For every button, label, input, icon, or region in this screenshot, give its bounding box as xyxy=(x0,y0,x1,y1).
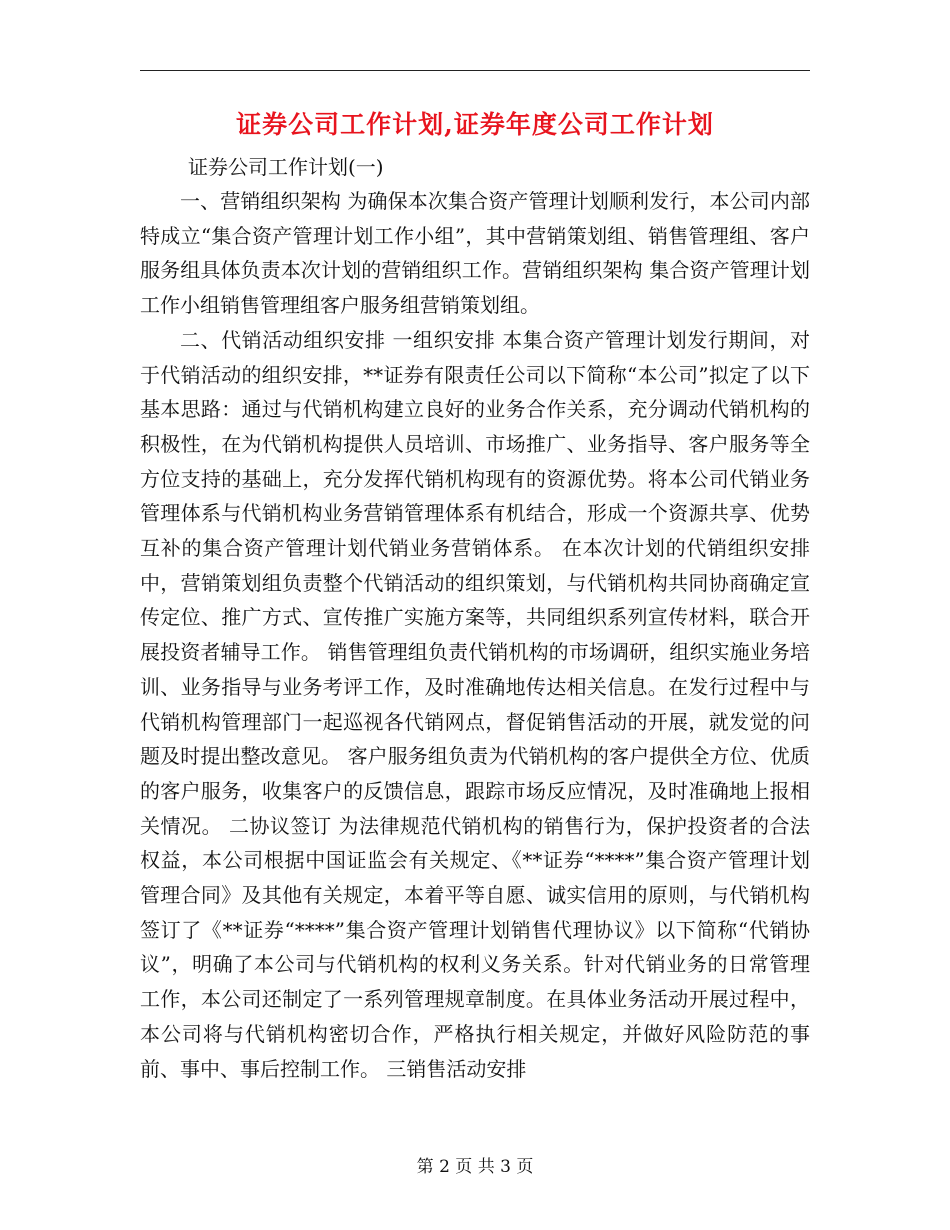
page-number-footer: 第 2 页 共 3 页 xyxy=(416,1157,534,1177)
document-body xyxy=(140,184,810,1086)
paragraph-2: 二、代销活动组织安排 一组织安排 本集合资产管理计划发行期间，对于代销活动的组织安排，**证券有限责任公司以下简称“本公司”拟定了以下基本思路：通过与代销机构建立良好的业务合作关系，充分调动代销机构的积极性，在为代销机构提供人员培训、市场推广、业务指导、客户服务等全方位支持的基础上，充分发挥代销机构现有的资源优势。将本公司代销业务管理体系与代销机构业务营销管理体系有机结合，形成一个资源共享、优势互补的集合资产管理计划代销业务营销体系。 在本次计划的代销组织安排中，营销策划组负责整个代销活动的组织策划，与代销机构共同协商确定宣传定位、推广方式、宣传推广实施方案等，共同组织系列宣传材料，联合开展投资者辅导工作。 销售管理组负责代销机构的市场调研，组织实施业务培训、业务指导与业务考评工作，及时准确地传达相关信息。在发行过程中与代销机构管理部门一起巡视各代销网点，督促销售活动的开展，就发觉的问题及时提出整改意见。 客户服务组负责为代销机构的客户提供全方位、优质的客户服务，收集客户的反馈信息，跟踪市场反应情况，及时准确地上报相关情况。 二协议签订 为法律规范代销机构的销售行为，保护投资者的合法权益，本公司根据中国证监会有关规定、《**证券“****”集合资产管理计划管理合同》及其他有关规定，本着平等自愿、诚实信用的原则，与代销机构签订了《**证券“****”集合资产管理计划销售代理协议》以下简称“代销协议”，明确了本公司与代销机构的权利义务关系。针对代销业务的日常管理工作，本公司还制定了一系列管理规章制度。在具体业务活动开展过程中，本公司将与代销机构密切合作，严格执行相关规定，并做好风险防范的事前、事中、事后控制工作。 三销售活动安排 xyxy=(140,327,810,1081)
document-title: 证券公司工作计划,证券年度公司工作计划 xyxy=(236,110,714,139)
paragraph-1: 一、营销组织架构 为确保本次集合资产管理计划顺利发行，本公司内部特成立“集合资产管理计划工作小组”，其中营销策划组、销售管理组、客户服务组具体负责本次计划的营销组织工作。营销组织架构 集合资产管理计划工作小组销售管理组客户服务组营销策划组。 xyxy=(140,189,810,318)
document-subtitle: 证券公司工作计划(一) xyxy=(188,155,384,179)
header-rule xyxy=(140,70,810,71)
